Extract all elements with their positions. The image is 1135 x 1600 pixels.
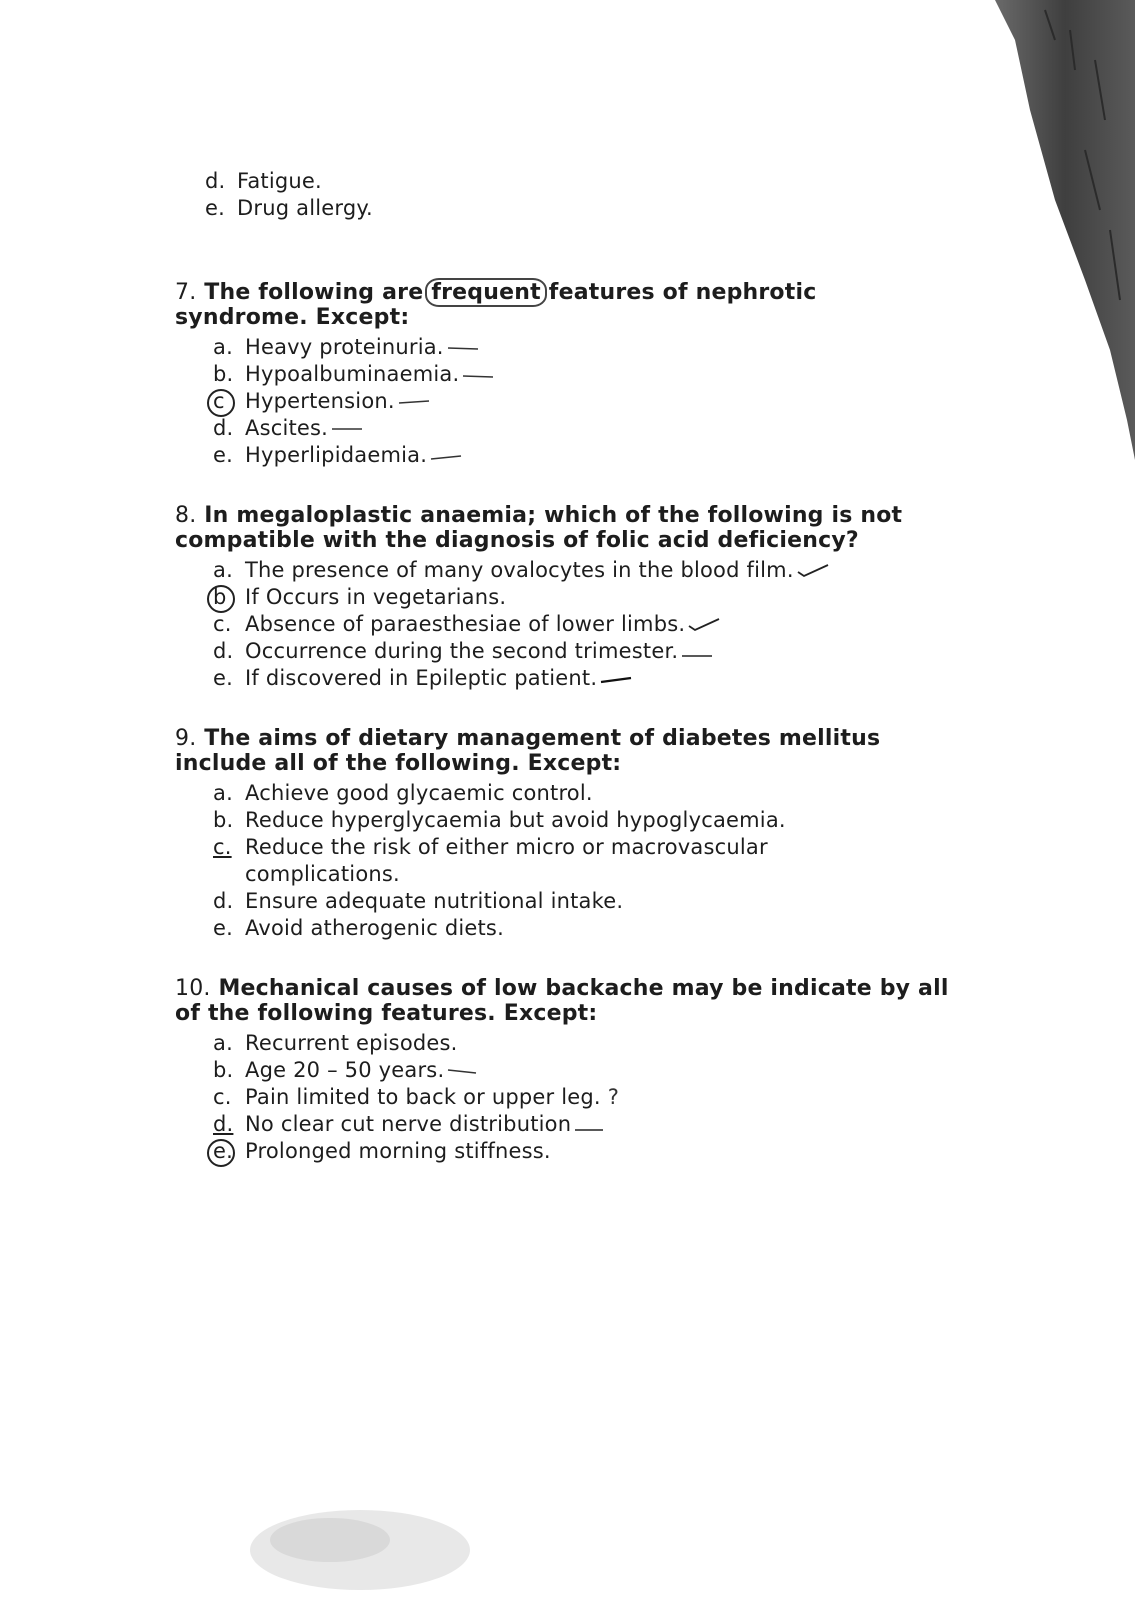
option-text: Hypertension. (245, 389, 395, 413)
list-item (205, 168, 975, 195)
option-label: e. (205, 196, 225, 220)
option-text: The presence of many ovalocytes in the blood film. (245, 558, 794, 582)
checkmark-icon (687, 618, 721, 632)
option-label: c. (213, 612, 232, 636)
list-item (213, 807, 975, 834)
list-item (213, 915, 975, 942)
list-item (213, 415, 975, 442)
question-9 (175, 726, 975, 942)
list-item (205, 195, 975, 222)
list-item (213, 334, 975, 361)
option-text: Reduce hyperglycaemia but avoid hypoglycaemia. (245, 808, 786, 832)
list-item (213, 1030, 975, 1057)
options-list (213, 557, 975, 692)
option-label: e. (213, 666, 233, 690)
title-text: The aims of dietary management of diabetes mellitus (204, 726, 881, 751)
option-text: Recurrent episodes. (245, 1031, 458, 1055)
option-text: Ensure adequate nutritional intake. (245, 889, 624, 913)
option-text: Age 20 – 50 years. (245, 1058, 445, 1082)
option-text: If Occurs in vegetarians. (245, 585, 507, 609)
options-list (213, 1030, 975, 1165)
option-label-marked: d. (213, 1112, 234, 1136)
question-title (175, 976, 975, 1026)
checkmark-icon (796, 564, 830, 578)
list-item (213, 584, 975, 611)
option-label: c. (213, 1085, 232, 1109)
option-label: a. (213, 558, 233, 582)
list-item (213, 1138, 975, 1165)
option-text: Hyperlipidaemia. (245, 443, 428, 467)
option-text: Reduce the risk of either micro or macrovascular (245, 835, 768, 859)
list-item (213, 442, 975, 469)
option-text: complications. (245, 862, 400, 886)
title-text: include all of the following. Except: (175, 751, 622, 776)
option-label: d. (213, 416, 234, 440)
option-label: d. (205, 169, 226, 193)
question-title (175, 280, 975, 330)
question-10 (175, 976, 975, 1165)
carryover-options (205, 168, 975, 222)
option-text: Fatigue. (237, 169, 322, 193)
list-item (213, 780, 975, 807)
list-item (213, 611, 975, 638)
question-title (175, 726, 975, 776)
dash-mark-icon (429, 449, 463, 463)
handwritten-question-mark: ? (607, 1085, 620, 1109)
exam-content (175, 168, 975, 1165)
option-label: d. (213, 639, 234, 663)
question-title (175, 503, 975, 553)
option-text: Heavy proteinuria. (245, 335, 444, 359)
title-text: In megaloplastic anaemia; which of the following is not (204, 503, 903, 528)
list-item (213, 638, 975, 665)
title-text: syndrome. Except: (175, 305, 410, 330)
option-text: Drug allergy. (237, 196, 373, 220)
scan-smudge (220, 1490, 540, 1600)
question-number: 9. (175, 726, 197, 751)
dash-mark-icon (446, 1064, 480, 1078)
title-text: The following are (204, 280, 424, 305)
dash-mark-icon (330, 422, 364, 436)
options-list (213, 334, 975, 469)
dash-mark-icon (446, 341, 480, 355)
option-text: Pain limited to back or upper leg. (245, 1085, 601, 1109)
option-label: e. (213, 443, 233, 467)
title-text: of the following features. Except: (175, 1001, 598, 1026)
question-8 (175, 503, 975, 692)
option-text: Avoid atherogenic diets. (245, 916, 504, 940)
dash-mark-icon (397, 395, 431, 409)
circled-word: frequent (425, 278, 546, 307)
list-item (213, 834, 975, 861)
option-text: Ascites. (245, 416, 329, 440)
dash-mark-icon (599, 672, 633, 686)
list-item (213, 388, 975, 415)
option-label: a. (213, 335, 233, 359)
option-text: Hypoalbuminaemia. (245, 362, 460, 386)
question-number: 7. (175, 280, 197, 305)
question-number: 8. (175, 503, 197, 528)
option-label: e. (213, 916, 233, 940)
dash-mark-icon (573, 1118, 607, 1132)
title-text: compatible with the diagnosis of folic acid deficiency? (175, 528, 859, 553)
option-text: Prolonged morning stiffness. (245, 1139, 551, 1163)
option-label: b. (213, 1058, 234, 1082)
title-text: features of nephrotic (548, 280, 817, 305)
option-label-circled: b (213, 584, 245, 611)
option-label-circled: c (213, 388, 245, 415)
option-label: a. (213, 781, 233, 805)
list-item (213, 557, 975, 584)
option-text: Occurrence during the second trimester. (245, 639, 679, 663)
list-item (213, 888, 975, 915)
dash-mark-icon (680, 645, 714, 659)
list-item (213, 665, 975, 692)
option-label: d. (213, 889, 234, 913)
list-item (213, 1111, 975, 1138)
dash-mark-icon (461, 368, 495, 382)
option-text: Achieve good glycaemic control. (245, 781, 593, 805)
option-text: If discovered in Epileptic patient. (245, 666, 598, 690)
option-label-marked: c. (213, 835, 232, 859)
option-label: b. (213, 808, 234, 832)
option-text: Absence of paraesthesiae of lower limbs. (245, 612, 686, 636)
question-7 (175, 280, 975, 469)
option-label: b. (213, 362, 234, 386)
option-label: a. (213, 1031, 233, 1055)
list-item (213, 861, 975, 888)
options-list (213, 780, 975, 942)
option-text: No clear cut nerve distribution (245, 1112, 572, 1136)
question-number: 10. (175, 976, 211, 1001)
list-item (213, 1057, 975, 1084)
title-text: Mechanical causes of low backache may be indicate by all (218, 976, 949, 1001)
option-label-circled: e. (213, 1138, 245, 1165)
list-item (213, 1084, 975, 1111)
list-item (213, 361, 975, 388)
